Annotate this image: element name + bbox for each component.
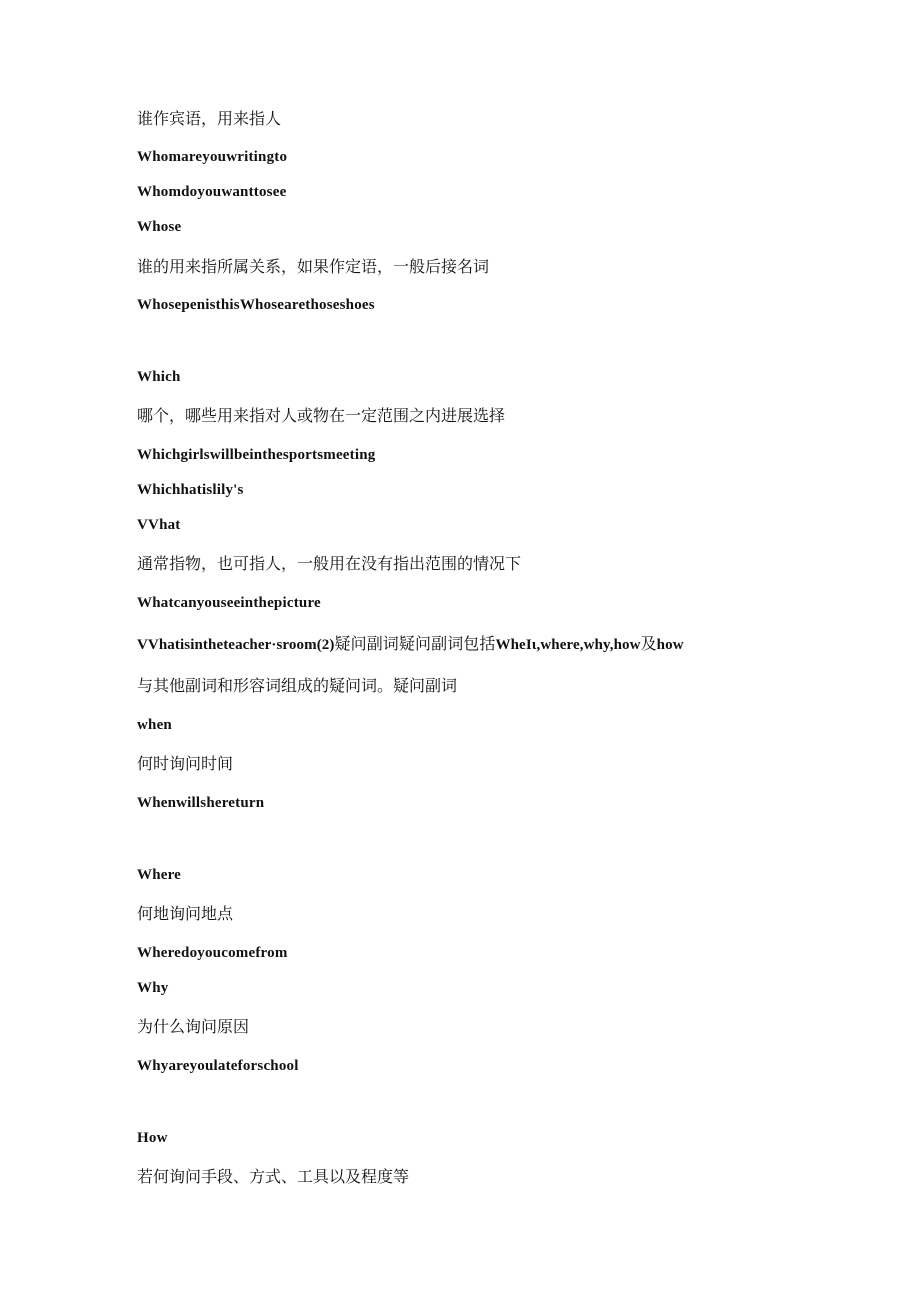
- text-line: How: [137, 1130, 168, 1146]
- text-segment: WheIι,where,why,how: [495, 637, 641, 653]
- text-line: WhosepenisthisWhosearethoseshoes: [137, 297, 375, 313]
- text-segment: 疑问副词疑问副词包括: [334, 634, 496, 653]
- text-line: Whose: [137, 219, 182, 235]
- text-line: 何地询问地点: [137, 904, 234, 923]
- text-line: VVhat: [137, 517, 181, 533]
- text-line: Whichhatislily's: [137, 482, 244, 498]
- text-line: Whomdoyouwanttosee: [137, 184, 287, 200]
- text-segment: 及: [640, 634, 657, 653]
- text-line: 谁作宾语，用来指人: [137, 109, 282, 128]
- text-line: when: [137, 717, 172, 733]
- text-line: 为什么询问原因: [137, 1017, 250, 1036]
- text-line: Why: [137, 980, 169, 996]
- text-segment: how: [656, 637, 684, 653]
- text-line: 与其他副词和形容词组成的疑问词。疑问副词: [137, 676, 458, 695]
- text-line: Whomareyouwritingto: [137, 149, 288, 165]
- text-segment: VVhatisintheteacher·sroom(2): [137, 637, 335, 653]
- text-line: 通常指物，也可指人，一般用在没有指出范围的情况下: [137, 554, 522, 573]
- text-line: 若何询问手段、方式、工具以及程度等: [137, 1167, 410, 1186]
- text-line: Wheredoyoucomefrom: [137, 945, 288, 961]
- text-line: 哪个，哪些用来指对人或物在一定范围之内进展选择: [137, 406, 506, 425]
- text-line: 何时询问时间: [137, 754, 234, 773]
- text-line: Whatcanyouseeinthepicture: [137, 595, 321, 611]
- text-line-mixed: [137, 636, 684, 653]
- text-line: Whenwillshereturn: [137, 795, 265, 811]
- text-line: Which: [137, 369, 181, 385]
- text-line: Whyareyoulateforschool: [137, 1058, 299, 1074]
- text-line: Whichgirlswillbeinthesportsmeeting: [137, 447, 376, 463]
- text-line: 谁的用来指所属关系，如果作定语，一般后接名词: [137, 257, 490, 276]
- text-line: Where: [137, 867, 182, 883]
